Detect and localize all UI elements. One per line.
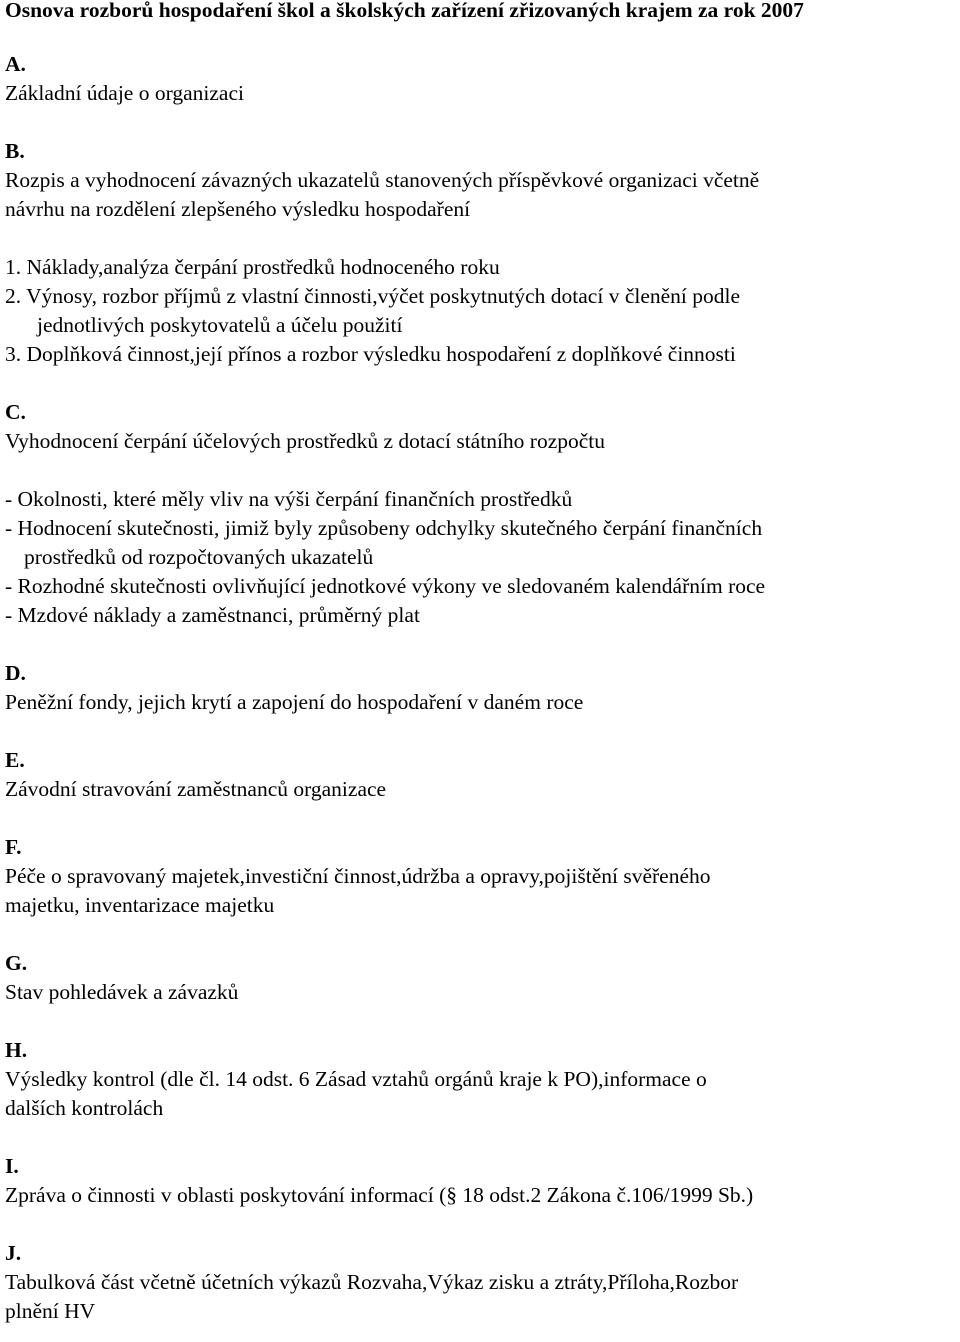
section-d-text: Peněžní fondy, jejich krytí a zapojení do hospodaření v daném roce <box>5 690 584 714</box>
section-f-text-line1: Péče o spravovaný majetek,investiční činnost,údržba a opravy,pojištění svěřeného <box>5 864 711 888</box>
section-a-letter: A. <box>5 52 26 76</box>
section-i <box>5 1152 955 1210</box>
section-b-text-line1: Rozpis a vyhodnocení závazných ukazatelů stanovených příspěvkové organizaci včetně <box>5 168 760 192</box>
list-item-line: 3. Doplňková činnost,její přínos a rozbor výsledku hospodaření z doplňkové činnosti <box>5 342 736 366</box>
section-i-text: Zpráva o činnosti v oblasti poskytování informací (§ 18 odst.2 Zákona č.106/1999 Sb.) <box>5 1183 754 1207</box>
list-item <box>5 253 955 282</box>
section-d <box>5 659 955 717</box>
section-i-letter: I. <box>5 1154 19 1178</box>
section-c-letter: C. <box>5 400 26 424</box>
section-a <box>5 50 955 108</box>
section-h-letter: H. <box>5 1038 28 1062</box>
section-g-text: Stav pohledávek a závazků <box>5 980 239 1004</box>
list-item-line: - Mzdové náklady a zaměstnanci, průměrný plat <box>5 603 420 627</box>
list-item <box>5 601 955 630</box>
list-item <box>5 514 955 572</box>
section-d-letter: D. <box>5 661 26 685</box>
list-item <box>5 572 955 601</box>
section-g-letter: G. <box>5 951 28 975</box>
document-title: Osnova rozborů hospodaření škol a školských zařízení zřizovaných krajem za rok 2007 <box>5 0 804 22</box>
section-h-text-line1: Výsledky kontrol (dle čl. 14 odst. 6 Zásad vztahů orgánů kraje k PO),informace o <box>5 1067 707 1091</box>
list-item <box>5 282 955 340</box>
section-c-text: Vyhodnocení čerpání účelových prostředků z dotací státního rozpočtu <box>5 429 606 453</box>
section-h-text-line2: dalších kontrolách <box>5 1096 164 1120</box>
list-item-continuation: prostředků od rozpočtovaných ukazatelů <box>24 545 374 569</box>
section-f <box>5 833 955 920</box>
section-j <box>5 1239 955 1326</box>
list-item-line: 1. Náklady,analýza čerpání prostředků hodnoceného roku <box>5 255 500 279</box>
list-item-line: - Rozhodné skutečnosti ovlivňující jednotkové výkony ve sledovaném kalendářním roce <box>5 574 766 598</box>
list-item-line: - Hodnocení skutečnosti, jimiž byly způsobeny odchylky skutečného čerpání finančních <box>5 516 763 540</box>
list-item-line: 2. Výnosy, rozbor příjmů z vlastní činnosti,výčet poskytnutých dotací v členění podle <box>5 284 741 308</box>
section-j-letter: J. <box>5 1241 22 1265</box>
section-j-text-line1: Tabulková část včetně účetních výkazů Rozvaha,Výkaz zisku a ztráty,Příloha,Rozbor <box>5 1270 739 1294</box>
section-e-letter: E. <box>5 748 25 772</box>
section-h <box>5 1036 955 1123</box>
section-j-text-line2: plnění HV <box>5 1299 96 1323</box>
list-item <box>5 485 955 514</box>
section-f-letter: F. <box>5 835 22 859</box>
list-item-line: - Okolnosti, které měly vliv na výši čerpání finančních prostředků <box>5 487 573 511</box>
section-b-text-line2: návrhu na rozdělení zlepšeného výsledku hospodaření <box>5 197 471 221</box>
section-c <box>5 398 955 630</box>
document-page <box>5 0 955 1326</box>
section-e-text: Závodní stravování zaměstnanců organizace <box>5 777 387 801</box>
list-item <box>5 340 955 369</box>
section-b <box>5 137 955 369</box>
section-b-letter: B. <box>5 139 25 163</box>
section-e <box>5 746 955 804</box>
section-a-text: Základní údaje o organizaci <box>5 81 244 105</box>
section-f-text-line2: majetku, inventarizace majetku <box>5 893 275 917</box>
list-item-continuation: jednotlivých poskytovatelů a účelu použití <box>37 313 403 337</box>
section-g <box>5 949 955 1007</box>
